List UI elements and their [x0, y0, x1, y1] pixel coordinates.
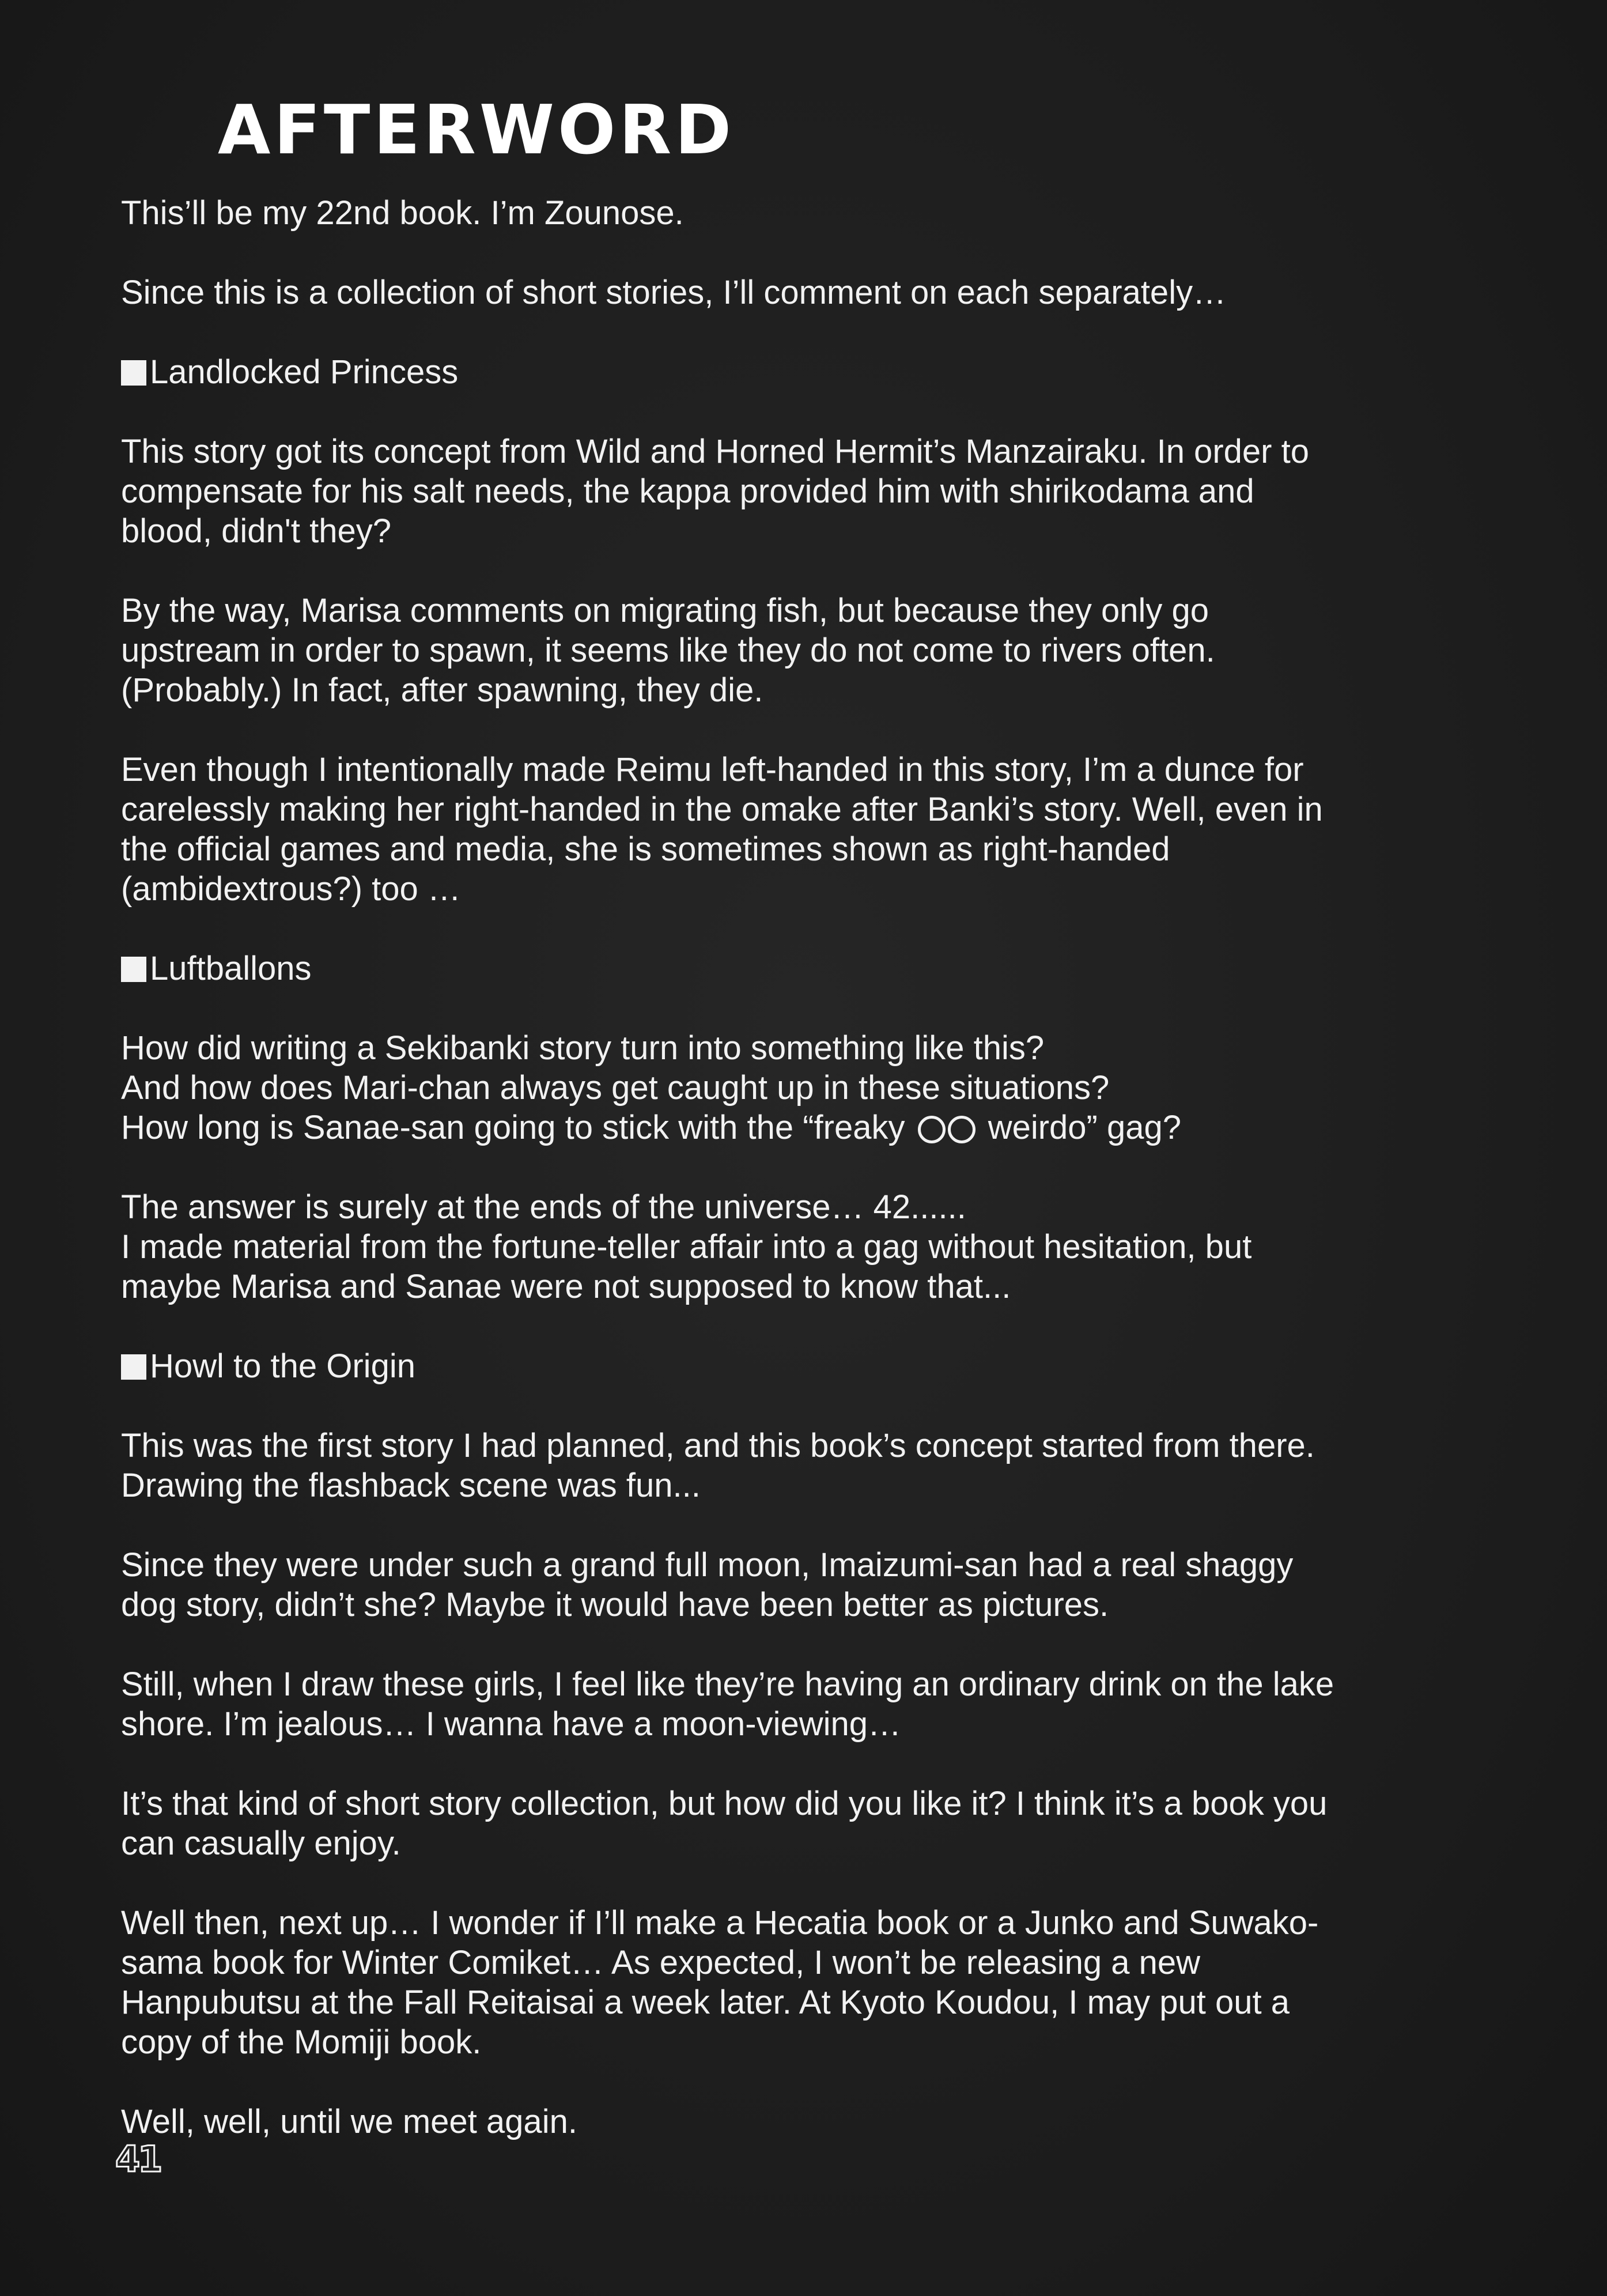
section-heading [121, 949, 1487, 988]
paragraph-line: By the way, Marisa comments on migrating fish, but because they only go [121, 592, 1209, 629]
intro-line: This’ll be my 22nd book. I’m Zounose. [121, 194, 684, 232]
page-number: 41 [115, 2138, 161, 2180]
gag-line-end: weirdo” gag? [978, 1109, 1182, 1146]
paragraph-line: (Probably.) In fact, after spawning, they die. [121, 671, 763, 709]
section-heading-label: Howl to the Origin [150, 1347, 415, 1385]
paragraph-line: shore. I’m jealous… I wanna have a moon-viewing… [121, 1705, 901, 1743]
sign-off-line: Well, well, until we meet again. [121, 2103, 577, 2140]
section-heading-label: Landlocked Princess [150, 353, 459, 391]
paragraph-line: maybe Marisa and Sanae were not supposed to know that... [121, 1268, 1011, 1305]
square-bullet-icon [121, 360, 146, 386]
paragraph-line: sama book for Winter Comiket… As expected, I won’t be releasing a new [121, 1944, 1200, 1981]
paragraph-line: upstream in order to spawn, it seems like they do not come to rivers often. [121, 632, 1215, 669]
intro-line: Since this is a collection of short stories, I’ll comment on each separately… [121, 274, 1227, 311]
paragraph-line: Still, when I draw these girls, I feel like they’re having an ordinary drink on the lake [121, 1666, 1334, 1703]
paragraph-line: And how does Mari-chan always get caught up in these situations? [121, 1069, 1110, 1107]
section-heading [121, 1346, 1487, 1386]
paragraph-line: Even though I intentionally made Reimu left-handed in this story, I’m a dunce for [121, 751, 1304, 788]
paragraph-line: (ambidextrous?) too … [121, 870, 461, 908]
paragraph-line: blood, didn't they? [121, 512, 391, 550]
paragraph-line: can casually enjoy. [121, 1825, 401, 1862]
paragraph-line [121, 1108, 1487, 1147]
double-circle-icon [917, 1112, 977, 1152]
paragraph-line: the official games and media, she is sometimes shown as right-handed [121, 830, 1170, 868]
paragraph-line: Well then, next up… I wonder if I’ll make a Hecatia book or a Junko and Suwako- [121, 1904, 1319, 1942]
square-bullet-icon [121, 957, 146, 982]
gag-line-start: How long is Sanae-san going to stick with the “freaky [121, 1109, 914, 1146]
paragraph-line: Drawing the flashback scene was fun... [121, 1467, 701, 1504]
paragraph-line: compensate for his salt needs, the kappa provided him with shirikodama and [121, 473, 1254, 510]
section-heading-label: Luftballons [150, 950, 312, 987]
afterword-body [121, 193, 1487, 2142]
paragraph-line: dog story, didn’t she? Maybe it would have been better as pictures. [121, 1586, 1109, 1623]
paragraph-line: How did writing a Sekibanki story turn into something like this? [121, 1029, 1045, 1067]
paragraph-line: carelessly making her right-handed in the omake after Banki’s story. Well, even in [121, 791, 1323, 828]
paragraph-line: Since they were under such a grand full moon, Imaizumi-san had a real shaggy [121, 1546, 1294, 1584]
page-title: AFTERWORD [218, 90, 735, 169]
paragraph-line: The answer is surely at the ends of the universe… 42...... [121, 1188, 966, 1226]
square-bullet-icon [121, 1354, 146, 1380]
paragraph-line: It’s that kind of short story collection, but how did you like it? I think it’s a book you [121, 1785, 1328, 1822]
paragraph-line: Hanpubutsu at the Fall Reitaisai a week later. At Kyoto Koudou, I may put out a [121, 1984, 1290, 2021]
paragraph-line: copy of the Momiji book. [121, 2023, 482, 2061]
paragraph-line: This was the first story I had planned, and this book’s concept started from there. [121, 1427, 1315, 1464]
paragraph-line: I made material from the fortune-teller affair into a gag without hesitation, but [121, 1228, 1252, 1266]
paragraph-line: This story got its concept from Wild and Horned Hermit’s Manzairaku. In order to [121, 433, 1309, 470]
section-heading [121, 352, 1487, 392]
